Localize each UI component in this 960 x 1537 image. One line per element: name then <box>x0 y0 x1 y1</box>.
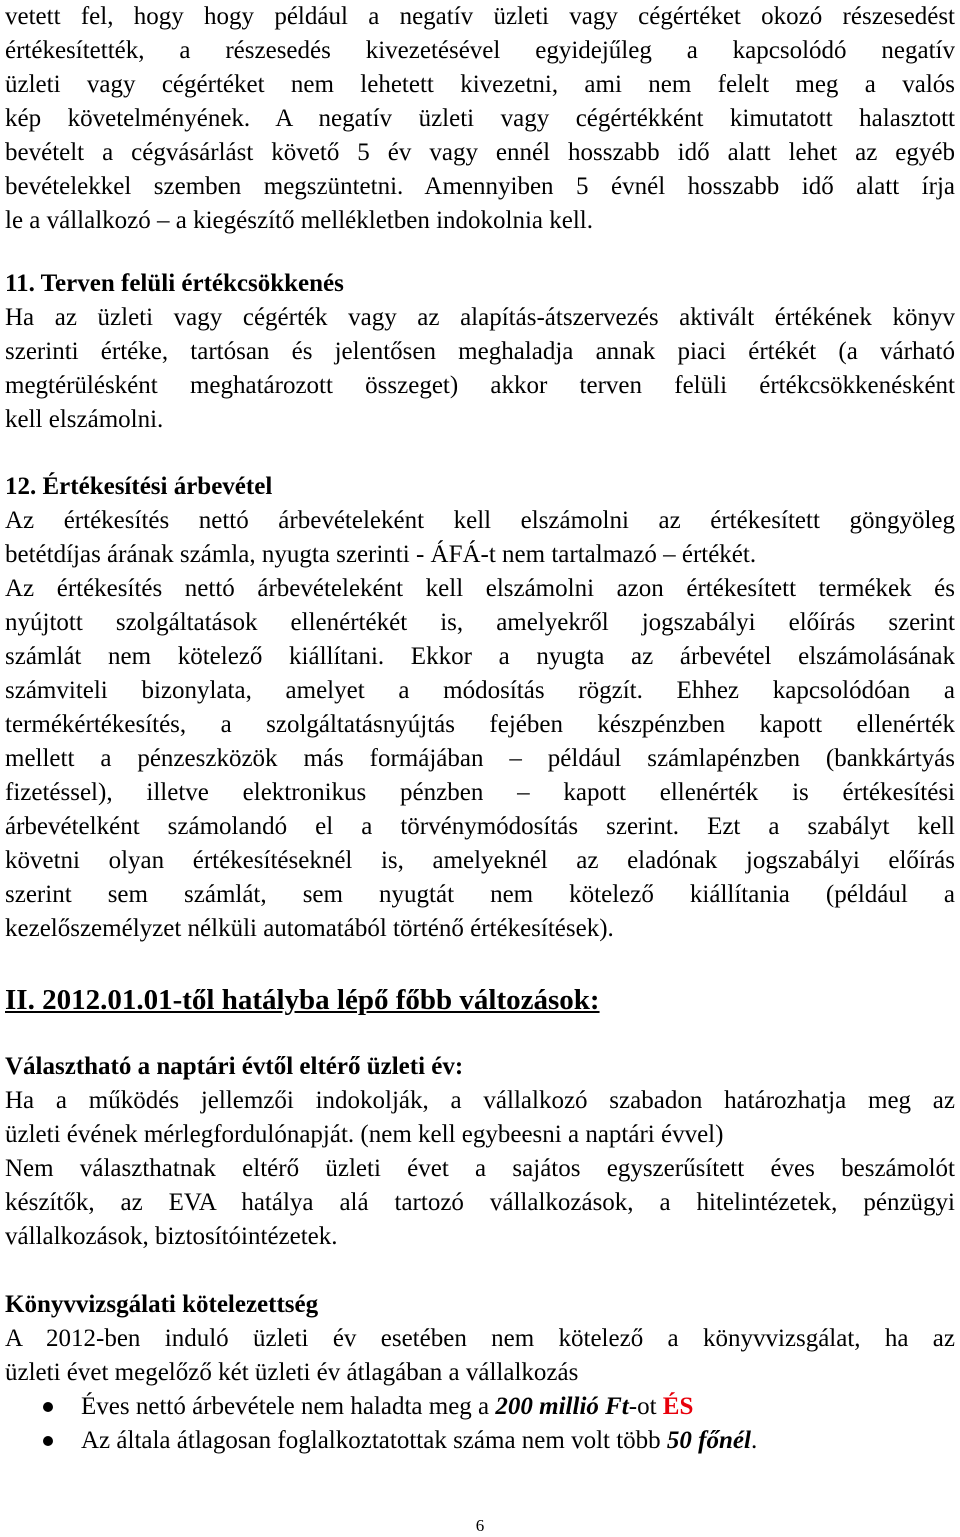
section-12-line: számlát nem kötelező kiállítani. Ekkor a nyugta az árbevétel elszámolásának <box>5 643 955 670</box>
fiscal-year-line: vállalkozások, biztosítóintézetek. <box>5 1223 338 1250</box>
section-12-line: követni olyan értékesítéseknél is, amelyeknél az eladónak jogszabályi előírás <box>5 847 955 874</box>
intro-line: értékesítették, a részesedés kivezetésével egyidejűleg a kapcsolódó negatív <box>5 37 955 64</box>
intro-line: vetett fel, hogy hogy például a negatív üzleti vagy cégértéket okozó részesedést <box>5 3 955 30</box>
audit-line: üzleti évet megelőző két üzleti év átlagában a vállalkozás <box>5 1359 579 1386</box>
section-12-line: kezelőszemélyzet nélküli automatából történő értékesítések). <box>5 915 614 942</box>
intro-line: le a vállalkozó – a kiegészítő mellékletben indokolnia kell. <box>5 207 594 234</box>
bullet-dot <box>43 1436 53 1446</box>
section-12-line: termékértékesítés, a szolgáltatásnyújtás fejében készpénzben kapott ellenérték <box>5 711 955 738</box>
section-11-line: kell elszámolni. <box>5 406 164 433</box>
bullet-text: Éves nettó árbevétele nem haladta meg a <box>81 1393 496 1420</box>
section-12-line: Az értékesítés nettó árbevételeként kell elszámolni azon értékesített termékek és <box>5 575 955 602</box>
fiscal-year-line: üzleti évének mérlegfordulónapját. (nem kell egybeesni a naptári évvel) <box>5 1121 724 1148</box>
section-12-line: fizetéssel), illetve elektronikus pénzben – kapott ellenérték is értékesítési <box>5 779 955 806</box>
intro-line: bevételt a cégvásárlást követő 5 év vagy ennél hosszabb idő alatt lehet az egyéb <box>5 139 955 166</box>
section-11-heading: 11. Terven felüli értékcsökkenés <box>5 270 344 297</box>
page-number: 6 <box>475 1516 485 1535</box>
section-12-line: szerint sem számlát, sem nyugtát nem kötelező kiállítania (például a <box>5 881 955 908</box>
intro-line: kép követelményének. A negatív üzleti vagy cégértékként kimutatott halasztott <box>5 105 955 132</box>
fiscal-year-heading: Választható a naptári évtől eltérő üzleti év: <box>5 1053 464 1080</box>
section-12-line: mellett a pénzeszközök más formájában – például számlapénzben (bankkártyás <box>5 745 955 772</box>
audit-heading: Könyvvizsgálati kötelezettség <box>5 1291 319 1318</box>
intro-line: üzleti vagy cégértéket nem lehetett kivezetni, ami nem felelt meg a valós <box>5 71 955 98</box>
section-12-line: Az értékesítés nettó árbevételeként kell elszámolni az értékesített göngyöleg <box>5 507 955 534</box>
bullet-text: . <box>750 1427 758 1454</box>
fiscal-year-line: Nem választhatnak eltérő üzleti évet a sajátos egyszerűsített éves beszámolót <box>5 1155 955 1182</box>
section-12-heading: 12. Értékesítési árbevétel <box>5 473 273 500</box>
audit-bullet-revenue <box>81 1390 693 1424</box>
section-12-line: árbevételként számolandó el a törvénymódosítás szerint. Ezt a szabályt kell <box>5 813 955 840</box>
section-11-line: Ha az üzleti vagy cégérték vagy az alapítás-átszervezés aktivált értékének könyv <box>5 304 955 331</box>
audit-bullet-employees <box>81 1424 757 1458</box>
section-12-line: betétdíjas árának számla, nyugta szerinti - ÁFÁ-t nem tartalmazó – értékét. <box>5 541 757 568</box>
bullet-dot <box>43 1402 53 1412</box>
and-emphasis: ÉS <box>662 1393 694 1420</box>
fiscal-year-line: készítők, az EVA hatálya alá tartozó vállalkozások, a hitelintézetek, pénzügyi <box>5 1189 955 1216</box>
section-11-line: szerinti értéke, tartósan és jelentősen meghaladja annak piaci értékét (a várható <box>5 338 955 365</box>
fiscal-year-line: Ha a működés jellemzői indokolják, a vállalkozó szabadon határozhatja meg az <box>5 1087 955 1114</box>
section-12-line: számviteli bizonylata, amelyet a módosítás rögzít. Ehhez kapcsolódóan a <box>5 677 955 704</box>
audit-line: A 2012-ben induló üzleti év esetében nem kötelező a könyvvizsgálat, ha az <box>5 1325 955 1352</box>
part-2-heading: II. 2012.01.01-től hatályba lépő főbb változások: <box>5 984 600 1016</box>
bullet-text: Az általa átlagosan foglalkoztatottak száma nem volt több <box>81 1427 667 1454</box>
section-11-line: megtérülésként meghatározott összeget) akkor terven felüli értékcsökkenésként <box>5 372 955 399</box>
employee-threshold: 50 főnél <box>666 1427 751 1454</box>
bullet-text: -ot <box>628 1393 663 1420</box>
section-12-line: nyújtott szolgáltatások ellenértékét is, amelyekről jogszabályi előírás szerint <box>5 609 955 636</box>
intro-line: bevételekkel szemben megszüntetni. Amennyiben 5 évnél hosszabb idő alatt írja <box>5 173 955 200</box>
revenue-threshold: 200 millió Ft <box>495 1393 629 1420</box>
